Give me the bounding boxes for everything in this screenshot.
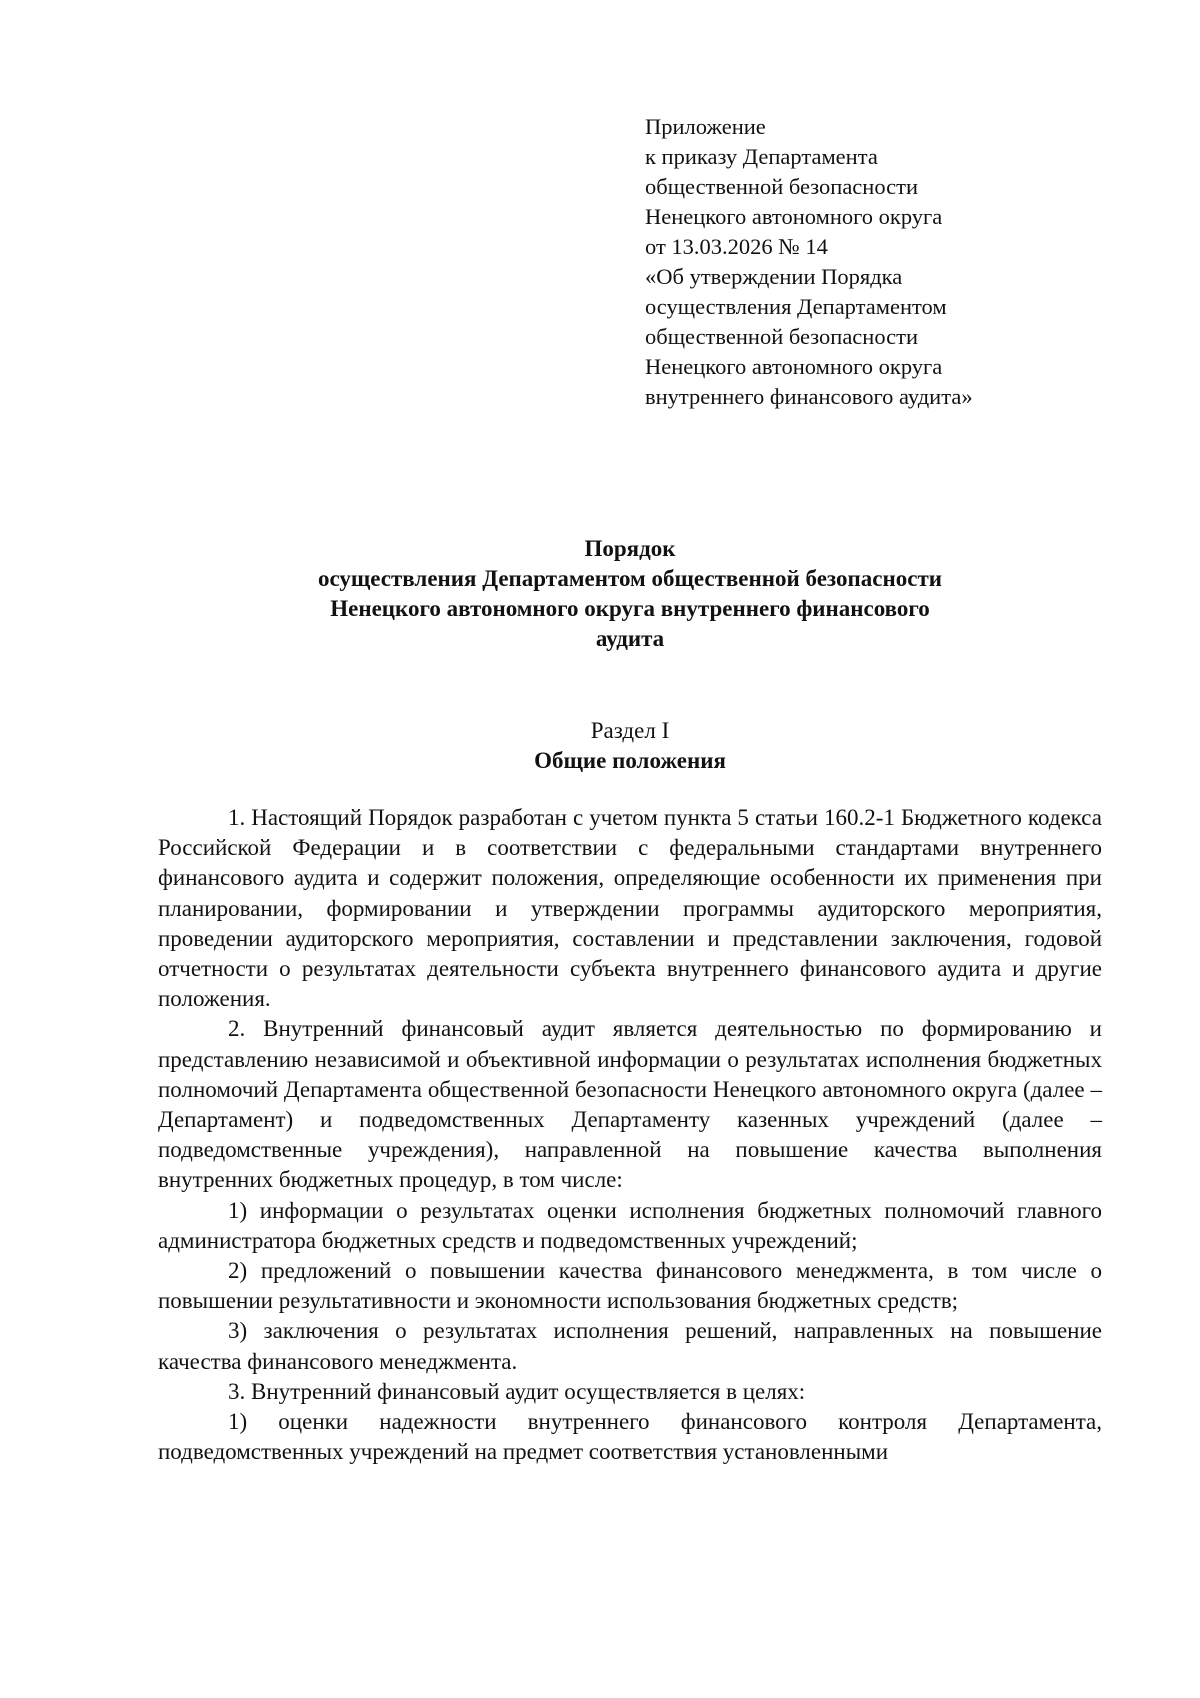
section-number: Раздел I	[590, 718, 670, 743]
appendix-block	[645, 112, 1165, 412]
appendix-line: общественной безопасности	[645, 174, 919, 199]
title-line: Ненецкого автономного округа внутреннего финансового	[330, 596, 930, 621]
appendix-line: Ненецкого автономного округа	[645, 354, 943, 379]
title-line: осуществления Департаментом общественной безопасности	[317, 566, 942, 591]
appendix-line: «Об утверждении Порядка	[645, 264, 903, 289]
list-item: 1) оценки надежности внутреннего финансового контроля Департамента, подведомственных учреждений на предмет соответствия установленными	[158, 1409, 1102, 1465]
title-line: аудита	[595, 626, 665, 651]
document-body	[158, 803, 1102, 1467]
appendix-line: к приказу Департамента	[645, 144, 878, 169]
list-item: 1) информации о результатах оценки исполнения бюджетных полномочий главного администратора бюджетных средств и подведомственных учреждений;	[158, 1197, 1102, 1253]
appendix-line: от 13.03.2026 № 14	[645, 234, 828, 259]
paragraph: 3. Внутренний финансовый аудит осуществляется в целях:	[228, 1378, 806, 1404]
paragraph: 2. Внутренний финансовый аудит является деятельностью по формированию и представлению независимой и объективной информации о результатах исполнения бюджетных полномочий Департамента общественной безопасности Ненецкого автономного округа (далее – Департамент) и подведомственных Департаменту казенных учреждений (далее – подведомственные учреждения), направленной на повышение качества выполнения внутренних бюджетных процедур, в том числе:	[158, 1016, 1102, 1193]
appendix-line: Ненецкого автономного округа	[645, 204, 943, 229]
appendix-line: осуществления Департаментом	[645, 294, 947, 319]
paragraph: 1. Настоящий Порядок разработан с учетом пункта 5 статьи 160.2-1 Бюджетного кодекса Российской Федерации и в соответствии с федеральными стандартами внутреннего финансового аудита и содержит положения, определяющие особенности их применения при планировании, формировании и утверждении программы аудиторского мероприятия, проведении аудиторского мероприятия, составлении и представлении заключения, годовой отчетности о результатах деятельности субъекта внутреннего финансового аудита и другие положения.	[158, 805, 1102, 1012]
title-line: Порядок	[584, 536, 676, 561]
appendix-line: внутреннего финансового аудита»	[645, 384, 973, 409]
list-item: 2) предложений о повышении качества финансового менеджмента, в том числе о повышении результативности и экономности использования бюджетных средств;	[158, 1258, 1102, 1314]
appendix-line: общественной безопасности	[645, 324, 919, 349]
document-title	[150, 534, 1110, 654]
section-name: Общие положения	[534, 748, 726, 773]
section-heading	[150, 716, 1110, 776]
list-item: 3) заключения о результатах исполнения решений, направленных на повышение качества финансового менеджмента.	[158, 1318, 1102, 1374]
appendix-line: Приложение	[645, 114, 766, 139]
